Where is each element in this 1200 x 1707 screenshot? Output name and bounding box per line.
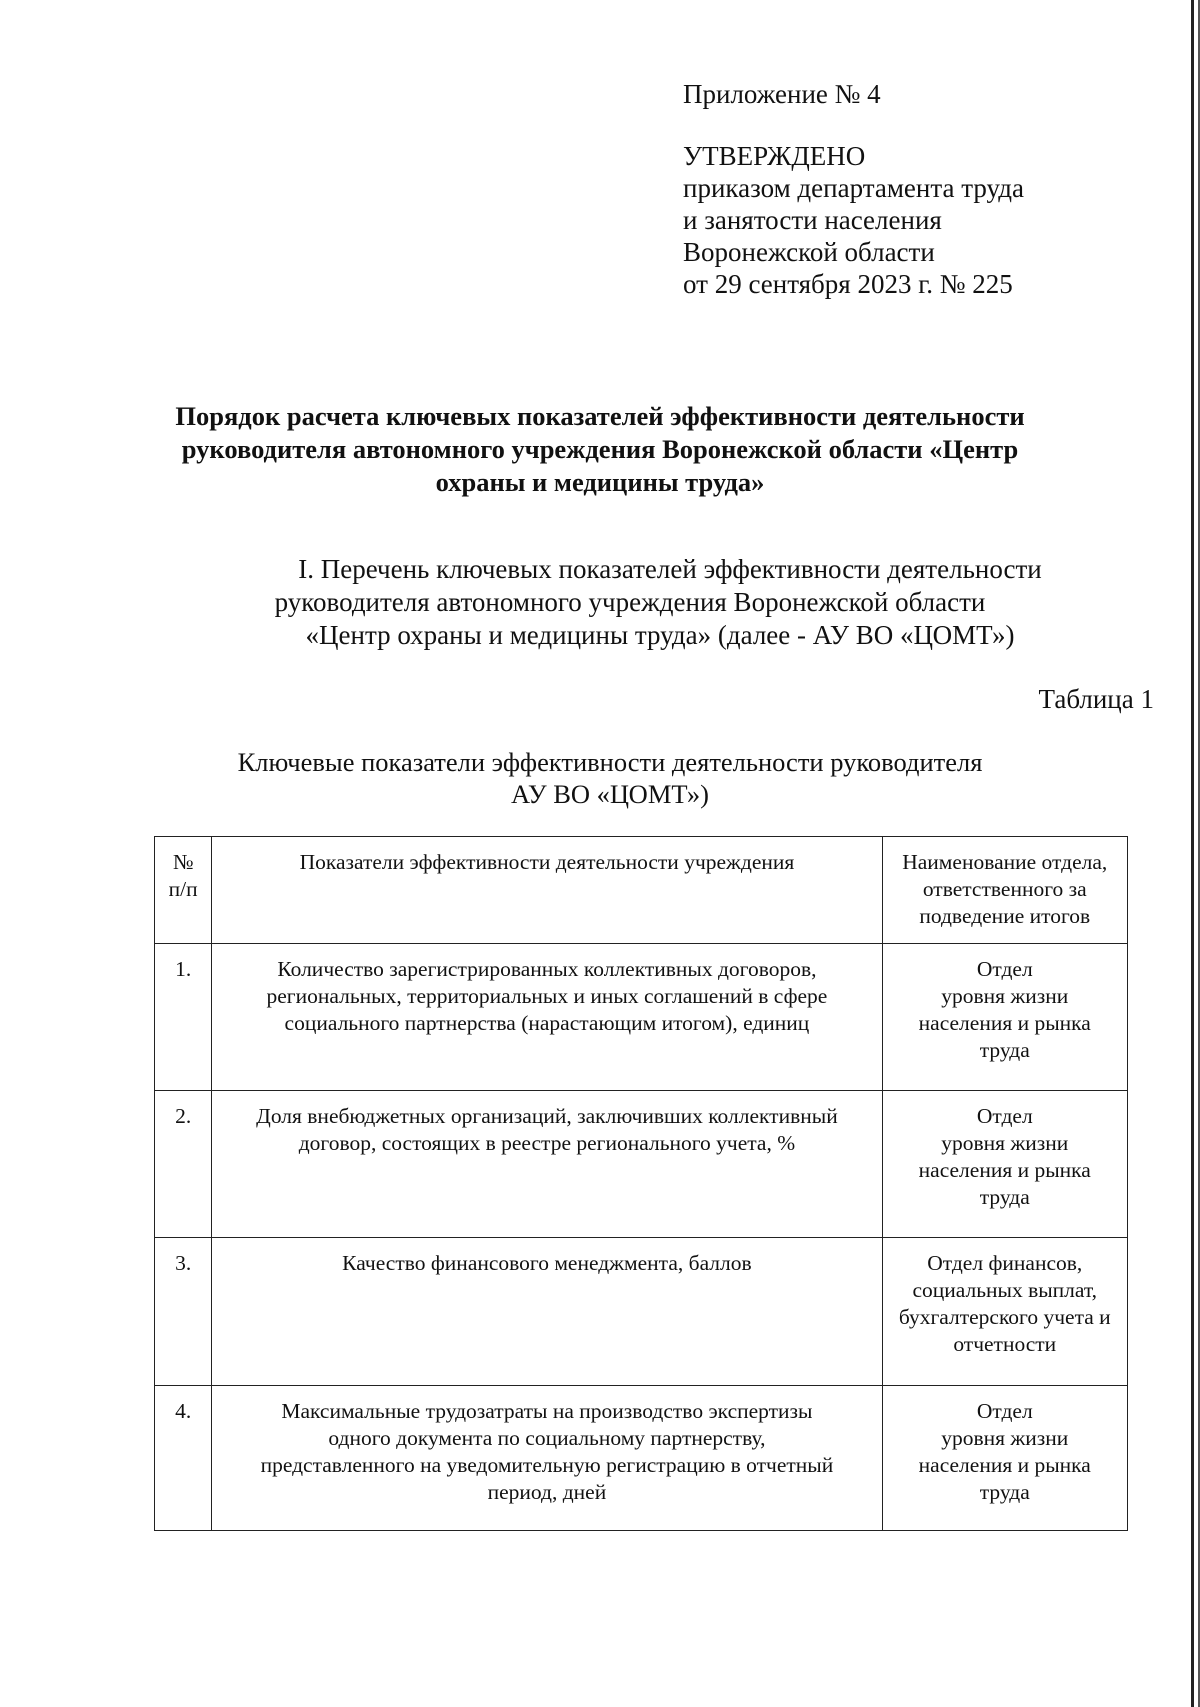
department-line: труда	[979, 1185, 1030, 1209]
row-number: 1.	[155, 944, 212, 1091]
indicator-line: период, дней	[487, 1480, 607, 1504]
department-line: уровня жизни	[941, 984, 1069, 1008]
department-line: отчетности	[953, 1332, 1057, 1356]
row-indicator	[212, 1386, 882, 1531]
row-department	[882, 1386, 1127, 1531]
kpi-table	[154, 836, 1128, 1531]
approval-line: и занятости населения	[683, 205, 942, 235]
table-row	[155, 944, 1128, 1091]
department-line: бухгалтерского учета и	[898, 1305, 1111, 1329]
section-line: руководителя автономного учреждения Воронежской области	[274, 587, 986, 617]
header-number	[155, 837, 212, 944]
department-line: труда	[979, 1480, 1030, 1504]
department-line: населения и рынка	[918, 1453, 1091, 1477]
appendix-number: Приложение № 4	[683, 79, 881, 109]
department-line: социальных выплат,	[912, 1278, 1098, 1302]
department-line: населения и рынка	[918, 1158, 1091, 1182]
section-line: «Центр охраны и медицины труда» (далее - АУ ВО «ЦОМТ»)	[305, 620, 1015, 650]
indicator-line: Качество финансового менеджмента, баллов	[342, 1251, 752, 1275]
indicator-line: одного документа по социальному партнерству,	[328, 1426, 766, 1450]
row-number: 3.	[155, 1238, 212, 1386]
section-line: I. Перечень ключевых показателей эффективности деятельности	[298, 554, 1042, 584]
department-line: Отдел	[976, 1399, 1033, 1423]
approved-stamp-text: УТВЕРЖДЕНО	[683, 141, 866, 171]
caption-line: Ключевые показатели эффективности деятельности руководителя	[237, 747, 983, 777]
approval-line: Воронежской области	[683, 237, 935, 267]
table-caption	[160, 746, 1060, 810]
row-indicator	[212, 944, 882, 1091]
row-number: 2.	[155, 1091, 212, 1238]
table-header-row	[155, 837, 1128, 944]
header-department-line: Наименование отдела,	[902, 850, 1108, 874]
header-department-line: ответственного за	[922, 877, 1087, 901]
title-line: руководителя автономного учреждения Воронежской области «Центр	[181, 434, 1019, 464]
title-line: Порядок расчета ключевых показателей эффективности деятельности	[175, 401, 1025, 431]
table-row	[155, 1091, 1128, 1238]
header-number-line: №	[172, 850, 194, 874]
header-number-line: п/п	[168, 877, 198, 901]
indicator-line: социального партнерства (нарастающим итогом), единиц	[284, 1011, 810, 1035]
header-indicator-text: Показатели эффективности деятельности учреждения	[299, 850, 795, 874]
table-number-label: Таблица 1	[1038, 684, 1154, 714]
department-line: труда	[979, 1038, 1030, 1062]
header-department-line: подведение итогов	[919, 904, 1091, 928]
caption-line: АУ ВО «ЦОМТ»)	[511, 779, 709, 809]
department-line: Отдел финансов,	[927, 1251, 1083, 1275]
department-line: уровня жизни	[941, 1426, 1069, 1450]
header-department	[882, 837, 1127, 944]
indicator-line: Максимальные трудозатраты на производство экспертизы	[281, 1399, 813, 1423]
indicator-line: Количество зарегистрированных коллективных договоров,	[277, 957, 817, 981]
department-line: населения и рынка	[918, 1011, 1091, 1035]
table-row	[155, 1386, 1128, 1531]
row-department	[882, 944, 1127, 1091]
department-line: уровня жизни	[941, 1131, 1069, 1155]
scan-edge-line	[1191, 0, 1194, 1707]
document-title	[150, 400, 1050, 499]
approval-date-line: от 29 сентября 2023 г. № 225	[683, 269, 1013, 299]
header-indicator	[212, 837, 882, 944]
row-indicator	[212, 1091, 882, 1238]
row-number: 4.	[155, 1386, 212, 1531]
approval-line: приказом департамента труда	[683, 173, 1025, 203]
row-department	[882, 1091, 1127, 1238]
department-line: Отдел	[976, 957, 1033, 981]
indicator-line: региональных, территориальных и иных соглашений в сфере	[266, 984, 828, 1008]
section-heading	[230, 553, 1130, 652]
indicator-line: договор, состоящих в реестре регионального учета, %	[298, 1131, 796, 1155]
table-row	[155, 1238, 1128, 1386]
title-line: охраны и медицины труда»	[435, 467, 765, 497]
indicator-line: представленного на уведомительную регистрацию в отчетный	[260, 1453, 834, 1477]
indicator-line: Доля внебюджетных организаций, заключивших коллективный	[256, 1104, 838, 1128]
approval-block	[683, 78, 1024, 300]
row-department	[882, 1238, 1127, 1386]
row-indicator	[212, 1238, 882, 1386]
department-line: Отдел	[976, 1104, 1033, 1128]
